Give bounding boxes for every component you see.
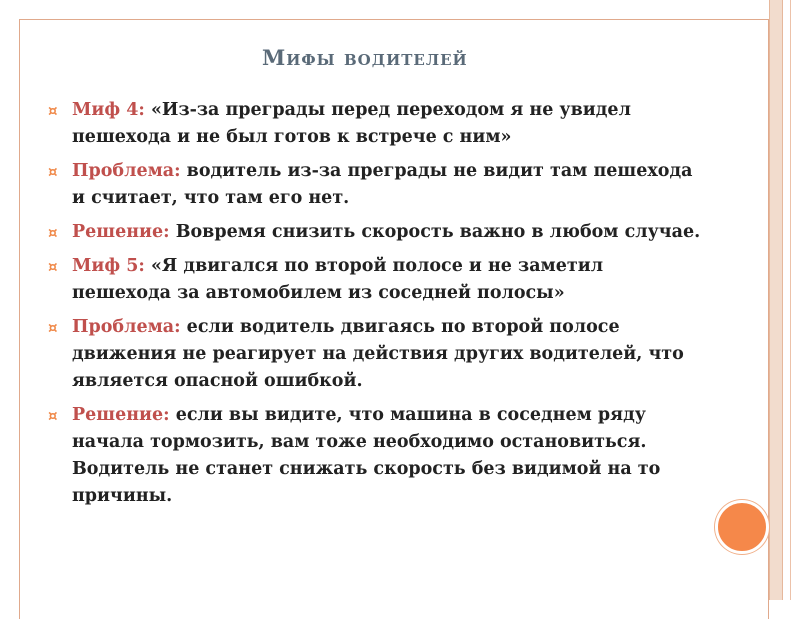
decorative-edge [790, 0, 800, 600]
item-text: Вовремя снизить скорость важно в любом случае. [169, 222, 701, 242]
item-text: «Из-за преграды перед переходом я не увидел пешехода и не был готов к встрече с ним» [72, 100, 631, 147]
list-item [48, 97, 703, 151]
bullet-icon: ¤ [48, 407, 58, 425]
bullet-list [48, 97, 703, 517]
list-item [48, 314, 703, 395]
bullet-icon: ¤ [48, 224, 58, 242]
list-item [48, 402, 703, 510]
list-item [48, 219, 703, 246]
list-item [48, 253, 703, 307]
item-label: Проблема: [72, 161, 181, 181]
list-item [48, 158, 703, 212]
item-label: Миф 4: [72, 100, 145, 120]
item-text: «Я двигался по второй полосе и не заметил пешехода за автомобилем из соседней полосы» [72, 256, 604, 303]
item-label: Решение: [72, 405, 170, 425]
item-label: Миф 5: [72, 256, 145, 276]
item-label: Решение: [72, 222, 170, 242]
item-text: если водитель двигаясь по второй полосе движения не реагирует на действия других водителей, что является опасной ошибкой. [72, 317, 684, 391]
bullet-icon: ¤ [48, 319, 58, 337]
item-label: Проблема: [72, 317, 181, 337]
decorative-circle [715, 500, 769, 554]
bullet-icon: ¤ [48, 102, 58, 120]
decorative-strip [769, 0, 783, 600]
slide-title: Мифы водителей [262, 45, 468, 70]
item-text: водитель из-за преграды не видит там пешехода и считает, что там его нет. [72, 161, 693, 208]
bullet-icon: ¤ [48, 258, 58, 276]
item-text: если вы видите, что машина в соседнем ряду начала тормозить, вам тоже необходимо остановиться. Водитель не станет снижать скорость без видимой на то причины. [72, 405, 661, 506]
bullet-icon: ¤ [48, 163, 58, 181]
